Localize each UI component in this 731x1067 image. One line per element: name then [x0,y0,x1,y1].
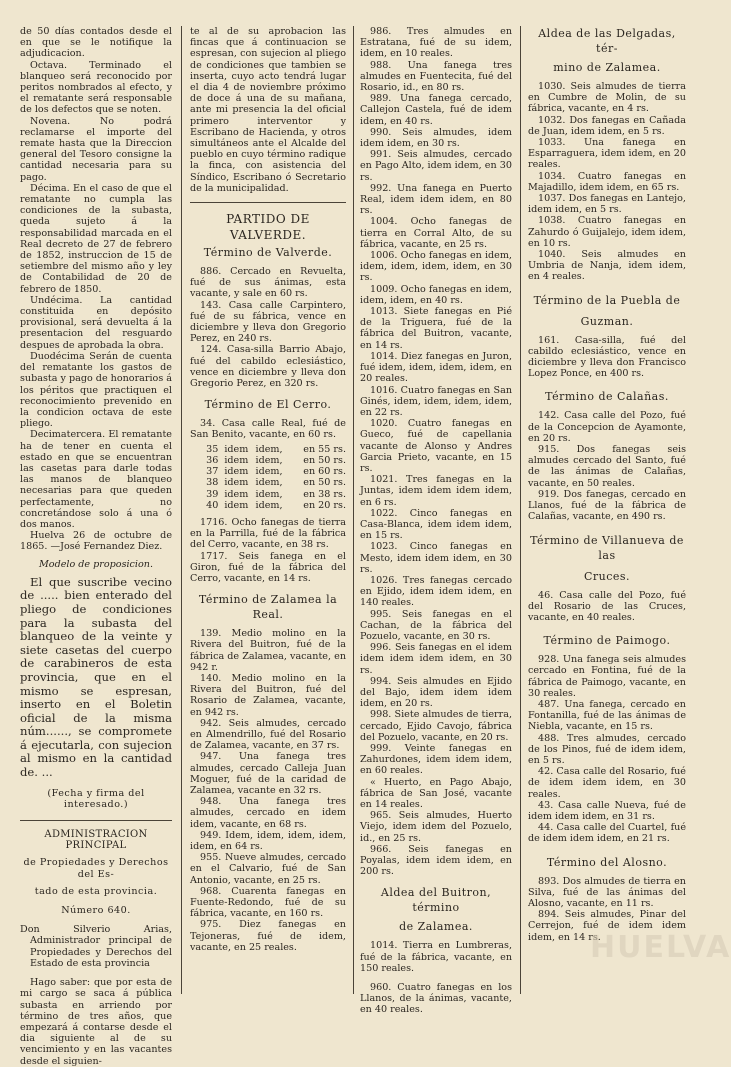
list-item: 992. Una fanega en Puerto Real, idem idem idem, en 80 rs. [360,182,512,217]
section-subtitle: Guzman. [580,314,634,328]
list-item: 487. Una fanega, cercado en Fontanilla, fué de las ánimas de Niebla, vacante, en 15 rs. [528,698,686,733]
divider [190,202,346,203]
table-row: 37 idem idem, en 60 rs. [206,466,346,478]
list-item: 42. Casa calle del Rosario, fué de idem idem idem, en 30 reales. [528,766,686,800]
section-subtitle: Cruces. [583,569,631,583]
paragraph: Décima. En el caso de que el rematante no cumpla las condiciones de la subasta, queda sujeto á la responsabilidad marcada en el Real decreto de 27 de febrero de 1852, instruccion de 15 de setiembre del mismo año y ley de Contabilidad de 20 de febrero de 1850. [20,182,172,295]
list-item: 1020. Cuatro fanegas en Gueco, fué de capellania vacante de Alonso y Andres Garcia Prieto, vacante, en 15 rs. [360,418,512,474]
list-item: 1009. Ocho fanegas en idem, idem, idem, en 40 rs. [360,283,512,306]
paragraph: Undécima. La cantidad constituida en depósito provisional, será devuelta á la presentacion del resguardo despues de aprobada la obra. [20,294,172,351]
column-divider [353,26,354,994]
list-item: 139. Medio molino en la Rivera del Buitron, fué de la fábrica de Zalamea, vacante, en 942 r. [190,628,346,673]
paragraph: Decimatercera. El rematante ha de tener en cuenta el estado en que se encuentran las casetas para darle todas las manos de blanqueo necesarias para que queden perfectamente, no concretándose solo á una ó dos manos. [20,429,172,530]
list-item: 1026. Tres fanegas cercado en Ejido, idem idem idem, en 140 reales. [360,574,512,609]
paragraph: Duodécima Serán de cuenta del rematante los gastos de subasta y pago de honorarios á los péritos que practiquen el reconocimiento prevenido en la condicion octava de este pliego. [20,350,173,430]
paragraph: de 50 días contados desde el en que se le notifique la adjudicacion. [20,26,172,60]
list-item: 1013. Siete fanegas en Pié de la Triguera, fué de la fábrica del Buitron, vacante, en 14 rs. [360,306,512,351]
list-item: 142. Casa calle del Pozo, fué de la Concepcion de Ayamonte, en 20 rs. [528,410,686,444]
list-item: 960. Cuatro fanegas en los Llanos, de la ánimas, vacante, en 40 reales. [360,982,512,1016]
list-item: 949. Idem, idem, idem, idem, idem, en 64 rs. [190,829,346,852]
list-item: 43. Casa calle Nueva, fué de idem idem idem, en 31 rs. [528,799,686,822]
list-item: 996. Seis fanegas en el idem idem idem idem idem, en 30 rs. [360,642,512,676]
table-row: 39 idem idem, en 38 rs. [206,488,346,500]
list-item: 947. Una fanega tres almudes, cercado Calleja Juan Moguer, fué de la caridad de Zalamea, vacante en 32 rs. [190,751,346,796]
signature-note: (Fecha y firma del interesado.) [47,787,145,810]
list-item: 1038. Cuatro fanegas en Zahurdo ó Guijalejo, idem idem, en 10 rs. [528,215,686,249]
list-item: 1006. Ocho fanegas en idem, idem, idem, idem, idem, en 30 rs. [360,250,512,284]
list-item: 1014. Diez fanegas en Juron, fué idem, idem, idem, idem, en 20 reales. [360,350,512,385]
list-item: 965. Seis almudes, Huerto Viejo, idem idem del Pozuelo, id., en 25 rs. [360,810,512,844]
list-item: 994. Seis almudes en Ejido del Bajo, idem idem idem idem, en 20 rs. [360,675,512,710]
section-subtitle: tado de esta provincia. [34,885,158,897]
list-item: 975. Diez fanegas en Tejoneras, fué de idem, vacante, en 25 reales. [190,919,346,953]
table-row: 38 idem idem, en 50 rs. [206,477,346,489]
column-divider [520,26,521,994]
paragraph: Hago saber: que por esta de mi cargo se saca á pública subasta en arriendo por término de tres años, que empezará á contarse desde el dia siguiente al de su vencimiento y en las vacantes desde el siguien- [20,977,172,1067]
paragraph: te al de su aprobacion las fincas que á continuacion se espresan, con sujecion al pliego de condiciones que tambien se inserta, cuyo acto tendrá lugar el dia 4 de noviembre próximo de doce á una de su mañana, ante mi presencia la del oficial primero interventor y Escribano de Hacienda, y otros simultáneos ante el Alcalde del pueblo en cuyo término radique la finca, con asistencia del Síndico, Escribano ó Secretario de la municipalidad. [190,26,346,194]
list-item: 988. Una fanega tres almudes en Fuentecita, fué del Rosario, id., en 80 rs. [360,59,512,94]
table-row: 36 idem idem, en 50 rs. [206,454,346,466]
section-subtitle: Término de Calañas. [545,390,669,404]
list-item: 1717. Seis fanega en el Giron, fué de la fábrica del Cerro, vacante, en 14 rs. [190,550,346,584]
list-item: 1032. Dos fanegas en Cañada de Juan, idem idem, en 5 rs. [528,114,686,137]
list-item: 1014. Tierra en Lumbreras, fué de la fábrica, vacante, en 150 reales. [360,940,512,974]
section-subtitle: Término del Alosno. [546,855,668,869]
column-1 [20,26,173,1067]
section-subtitle: Término de la Puebla de [533,293,681,307]
list-item: 46. Casa calle del Pozo, fué del Rosario de las Cruces, vacante, en 40 reales. [528,589,686,623]
list-item: 1033. Una fanega en Esparraguera, idem idem, en 20 reales. [528,137,686,171]
list-item: 942. Seis almudes, cercado en Almendrillo, fué del Rosario de Zalamea, vacante, en 37 rs. [190,717,346,752]
section-subtitle: Término de Villanueva de las [530,533,684,562]
list-item: 915. Dos fanegas seis almudes cercado del Santo, fué de las ánimas de Calañas, vacante, en 50 reales. [528,444,686,489]
paragraph: Huelva 26 de octubre de 1865. —José Fernandez Diez. [20,530,172,553]
list-item: 986. Tres almudes en Estratana, fué de su idem, idem, en 10 reales. [360,26,512,60]
table-row: 40 idem idem, en 20 rs. [206,499,346,511]
list-item: 1023. Cinco fanegas en Mesto, idem idem idem, en 30 rs. [360,541,512,575]
section-subtitle: Término de El Cerro. [204,398,332,412]
list-item: 955. Nueve almudes, cercado en el Calvario, fué de San Antonio, vacante, en 25 rs. [190,852,346,886]
column-3 [360,26,512,1016]
section-title: PARTIDO DE VALVERDE. [226,212,310,243]
section-subtitle: Aldea del Buitron, término [380,886,492,915]
list-item: 893. Dos almudes de tierra en Silva, fué de las ánimas del Alosno, vacante, en 11 rs. [528,875,686,909]
list-item: 1016. Cuatro fanegas en San Ginés, idem, idem, idem, idem, en 22 rs. [360,384,512,418]
list-item: 34. Casa calle Real, fué de San Benito, vacante, en 60 rs. [190,418,346,441]
model-text: El que suscribe vecino de ..... bien enterado del pliego de condiciones para la subasta del blanqueo de la veinte y siete casetas del cuerpo de carabineros de esta provincia, que en el mismo se espresan, inserto en el Boletin oficial de la misma núm......, se compromete á ejecutarla, con sujecion al mismo en la cantidad de. ... [20,574,172,780]
list-item: 1034. Cuatro fanegas en Majadillo, idem idem, en 65 rs. [528,170,686,193]
model-title: Modelo de proposicion. [38,558,154,570]
watermark: HUELVA [590,930,731,965]
list-item: 1037. Dos fanegas en Lantejo, idem idem, en 5 rs. [528,193,686,216]
paragraph: Novena. No podrá reclamarse el importe del remate hasta que la Direccion general del Tesoro consigne la cantidad necesaria para su pago. [20,115,172,183]
list-item: 894. Seis almudes, Pinar del Cerrejon, fué de idem idem idem, en 14 rs. [528,909,686,943]
notice-number: Número 640. [61,905,131,917]
section-subtitle: Término de Zalamea la Real. [198,593,338,622]
list-item: 989. Una fanega cercado, Callejon Castela, fué de idem idem, en 40 rs. [360,93,512,127]
list-item: 919. Dos fanegas, cercado en Llanos, fué de la fábrica de Calañas, vacante, en 490 rs. [528,488,686,523]
list-item: 161. Casa-silla, fué del cabildo eclesiástico, vence en diciembre y lleva don Francisco Lopez Ponce, en 400 rs. [528,334,686,380]
list-item: 140. Medio molino en la Rivera del Buitron, fué del Rosario de Zalamea, vacante, en 942 rs. [190,672,346,718]
list-item: 1022. Cinco fanegas en Casa-Blanca, idem idem idem, en 15 rs. [360,507,512,542]
section-title: ADMINISTRACION PRINCIPAL [44,829,148,852]
section-subtitle: mino de Zalamea. [553,61,661,74]
list-item: 990. Seis almudes, idem idem idem, en 30 rs. [360,126,512,150]
section-subtitle: de Zalamea. [399,920,473,934]
list-item: 928. Una fanega seis almudes cercado en Fontina, fué de la fábrica de Paimogo, vacante, en 30 reales. [528,654,686,699]
list-item: 1004. Ocho fanegas de tierra en Corral Alto, de su fábrica, vacante, en 25 rs. [360,216,512,250]
column-4 [528,26,686,1016]
list-item: 948. Una fanega tres almudes, cercado en idem idem, vacante, en 68 rs. [190,796,346,830]
section-subtitle: Término de Valverde. [203,246,333,260]
list-item: 886. Cercado en Revuelta, fué de sus ánimas, esta vacante, y sale en 60 rs. [190,266,346,300]
listing-table [190,444,346,511]
list-item: 143. Casa calle Carpintero, fué de su fábrica, vence en diciembre y lleva don Gregorio Perez, en 240 rs. [190,299,346,345]
list-item: 1040. Seis almudes en Umbria de Nanja, idem idem, en 4 reales. [528,249,686,283]
list-item: 995. Seis fanegas en el Cachan, de la fábrica del Pozuelo, vacante, en 30 rs. [360,608,512,642]
list-item: « Huerto, en Pago Abajo, fábrica de San José, vacante en 14 reales. [360,776,512,811]
column-2 [190,26,346,1016]
column-divider [181,26,182,994]
list-item: 1021. Tres fanegas en la Juntas, idem idem idem idem, en 6 rs. [360,474,512,508]
paragraph: Octava. Terminado el blanqueo será reconocido por peritos nombrados al efecto, y el rematante será responsable de los defectos que se noten. [20,59,172,116]
list-item: 968. Cuarenta fanegas en Fuente-Redondo, fué de su fábrica, vacante, en 160 rs. [190,885,346,920]
list-item: 991. Seis almudes, cercado en Pago Alto, idem idem, en 30 rs. [360,149,512,183]
list-item: 44. Casa calle del Cuartel, fué de idem idem idem, en 21 rs. [528,822,686,845]
list-item: 124. Casa-silla Barrio Abajo, fué del cabildo eclesiástico, vence en diciembre y lleva don Gregorio Perez, en 320 rs. [190,344,346,390]
section-subtitle: de Propiedades y Derechos del Es- [23,857,169,880]
paragraph: Don Silverio Arias, Administrador principal de Propiedades y Derechos del Estado de esta provincia [20,924,172,969]
list-item: 488. Tres almudes, cercado de los Pinos, fué de idem idem, en 5 rs. [528,732,686,766]
section-subtitle: Término de Paimogo. [543,634,671,648]
list-item: 998. Siete almudes de tierra, cercado, Ejido Cavojo, fábrica del Pozuelo, vacante, en 20 rs. [360,709,512,743]
list-item: 999. Veinte fanegas en Zahurdones, idem idem idem, en 60 reales. [360,743,512,777]
divider [20,820,172,821]
list-item: 966. Seis fanegas en Poyalas, idem idem idem, en 200 rs. [360,843,512,878]
table-row: 35 idem idem, en 55 rs. [206,443,346,455]
list-item: 1716. Ocho fanegas de tierra en la Parrilla, fué de la fábrica del Cerro, vacante, en 38 rs. [190,516,346,551]
list-item: 1030. Seis almudes de tierra en Cumbre de Molin, de su fábrica, vacante, en 4 rs. [528,81,686,115]
section-subtitle: Aldea de las Delgadas, tér- [538,27,676,55]
